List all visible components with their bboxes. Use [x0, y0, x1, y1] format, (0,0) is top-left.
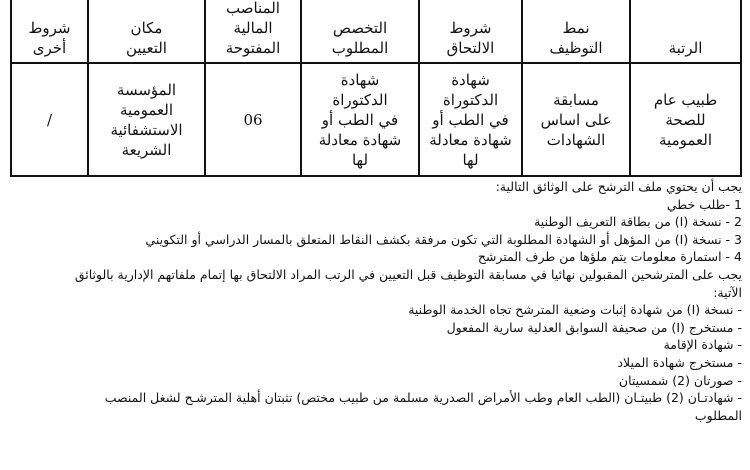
- cell-recruit-mode: مسابقة على اساس الشهادات: [522, 63, 630, 176]
- cell-other-conditions: /: [11, 63, 88, 176]
- documents-item-4: 4 - استمارة معلومات يتم ملؤها من طرف المترشح: [477, 249, 742, 265]
- accepted-item-6: - شهادتـان (2) طبيتـان (الطب العام وطب الأمراض الصدرية مسلمة من طبيب مختص) تثبتان أهلية المترشـح لشغل المنصب: [104, 390, 742, 406]
- documents-item-1: 1 -طلب خطي: [666, 196, 742, 212]
- cell-open-posts: 06: [205, 63, 301, 176]
- accepted-intro: يجب على المترشحين المقبولين نهائيا في مسابقة التوظيف قبل التعيين في الرتب المراد الالتحاق بها إتمام ملفاتهم الإدارية بالوثائق: [74, 266, 742, 282]
- cell-access-conditions: شهادة الدكتوراة في الطب أو شهادة معادلة لها: [419, 63, 522, 176]
- cell-specialty: شهادة الدكتوراة في الطب أو شهادة معادلة لها: [301, 63, 419, 176]
- table-row: [11, 63, 741, 176]
- accepted-item-2: - مستخرج (I) من صحيفة السوابق العدلية سارية المفعول: [446, 319, 742, 335]
- header-recruit-mode: نمط التوظيف: [522, 0, 630, 63]
- table-header-row: [11, 0, 741, 63]
- accepted-item-1: - نسخة (I) من شهادة إثبات وضعية المترشح تجاه الخدمة الوطنية: [408, 302, 742, 318]
- recruitment-table: [10, 0, 742, 177]
- accepted-intro-cont: الآتية:: [713, 284, 742, 300]
- documents-intro: يجب أن يحتوي ملف الترشح على الوثائق التالية:: [495, 179, 742, 194]
- header-location: مكان التعيين: [88, 0, 205, 63]
- header-open-posts: المناصب المالية المفتوحة: [205, 0, 301, 63]
- accepted-item-5: - صورتان (2) شمسيتان: [618, 372, 742, 388]
- header-other-conditions: شروط أخرى: [11, 0, 88, 63]
- documents-item-2: 2 - نسخة (I) من بطاقة التعريف الوطنية: [534, 214, 742, 230]
- cell-rank: طبيب عام للصحة العمومية: [630, 63, 741, 176]
- header-access-conditions: شروط الالتحاق: [419, 0, 522, 63]
- document-body: [0, 178, 742, 424]
- header-specialty: التخصص المطلوب: [301, 0, 419, 63]
- documents-item-3: 3 - نسخة (I) من المؤهل أو الشهادة المطلوبة التي تكون مرفقة بكشف النقاط المتعلق بالمسار الدراسي أو التكويني: [145, 231, 742, 247]
- accepted-item-7: المطلوب: [694, 407, 742, 423]
- accepted-item-3: - شهادة الإقامة: [663, 337, 742, 353]
- accepted-item-4: - مستخرج شهادة الميلاد: [617, 354, 742, 370]
- header-rank: الرتبة: [630, 0, 741, 63]
- cell-location: المؤسسة العمومية الاستشفائية الشريعة: [88, 63, 205, 176]
